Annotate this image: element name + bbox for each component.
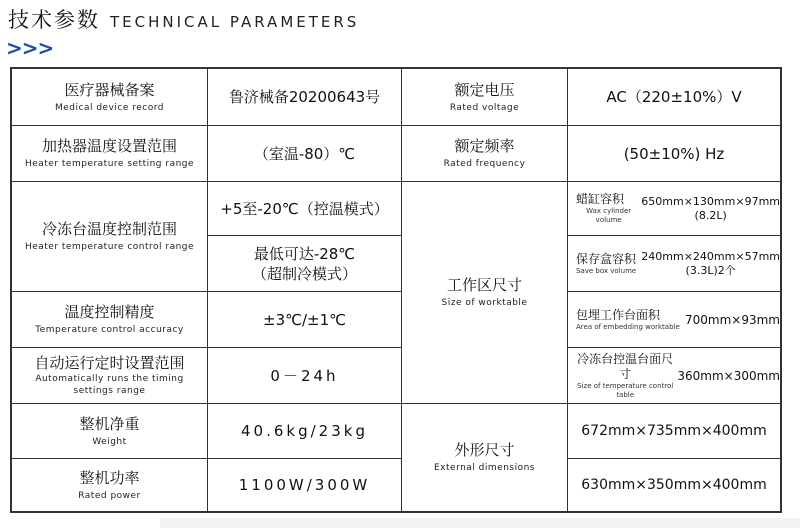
value-freezer-control-mode: +5至-20℃（控温模式）: [208, 182, 402, 236]
label-worktable-size: 工作区尺寸 Size of worktable: [402, 182, 568, 404]
section-header: [8, 4, 359, 32]
value-device-record: 鲁济械备20200643号: [208, 69, 402, 126]
label-heater-setting: 加热器温度设置范围 Heater temperature setting range: [12, 126, 208, 182]
value-heater-setting: （室温-80）℃: [208, 126, 402, 182]
value-rated-frequency: (50±10%) Hz: [568, 126, 780, 182]
label-temp-accuracy: 温度控制精度 Temperature control accuracy: [12, 292, 208, 348]
worktable-wax-volume: 蜡缸容积 Wax cylinder volume 650mm×130mm×97mm (8.2L): [568, 182, 780, 236]
title-en: TECHNICAL PARAMETERS: [110, 13, 360, 31]
label-rated-frequency: 额定频率 Rated frequency: [402, 126, 568, 182]
value-dimensions-2: 630mm×350mm×400mm: [581, 477, 767, 493]
parameters-table: [10, 67, 782, 513]
label-external-dimensions: 外形尺寸 External dimensions: [402, 404, 568, 511]
label-rated-voltage: 额定电压 Rated voltage: [402, 69, 568, 126]
value-rated-power: 1100W/300W: [208, 459, 402, 511]
label-device-record: 医疗器械备案 Medical device record: [12, 69, 208, 126]
title-cn: 技术参数: [8, 8, 100, 32]
value-dimensions-1: 672mm×735mm×400mm: [568, 404, 780, 459]
label-rated-power: 整机功率 Rated power: [12, 459, 208, 511]
label-freezer-control: 冷冻台温度控制范围 Heater temperature control range: [12, 182, 208, 292]
worktable-freezer-table-size: 冷冻台控温台面尺寸 Size of temperature control table 360mm×300mm: [568, 348, 780, 404]
value-timer-range: 0－24h: [208, 348, 402, 404]
value-freezer-super-mode: 最低可达-28℃ （超制冷模式）: [208, 236, 402, 292]
arrows-icon: >>>: [6, 36, 54, 60]
worktable-save-box-volume: 保存盒容积 Save box volume 240mm×240mm×57mm (3.3L)2个: [568, 236, 780, 292]
value-weight: 40.6kg/23kg: [208, 404, 402, 459]
label-timer-range: 自动运行定时设置范围 Automatically runs the timing settings range: [12, 348, 208, 404]
value-temp-accuracy: ±3℃/±1℃: [208, 292, 402, 348]
value-rated-voltage: AC（220±10%）V: [568, 69, 780, 126]
label-weight: 整机净重 Weight: [12, 404, 208, 459]
footer-bar: [160, 518, 800, 528]
worktable-embedding-area: 包埋工作台面积 Area of embedding worktable 700mm×93mm: [568, 292, 780, 348]
